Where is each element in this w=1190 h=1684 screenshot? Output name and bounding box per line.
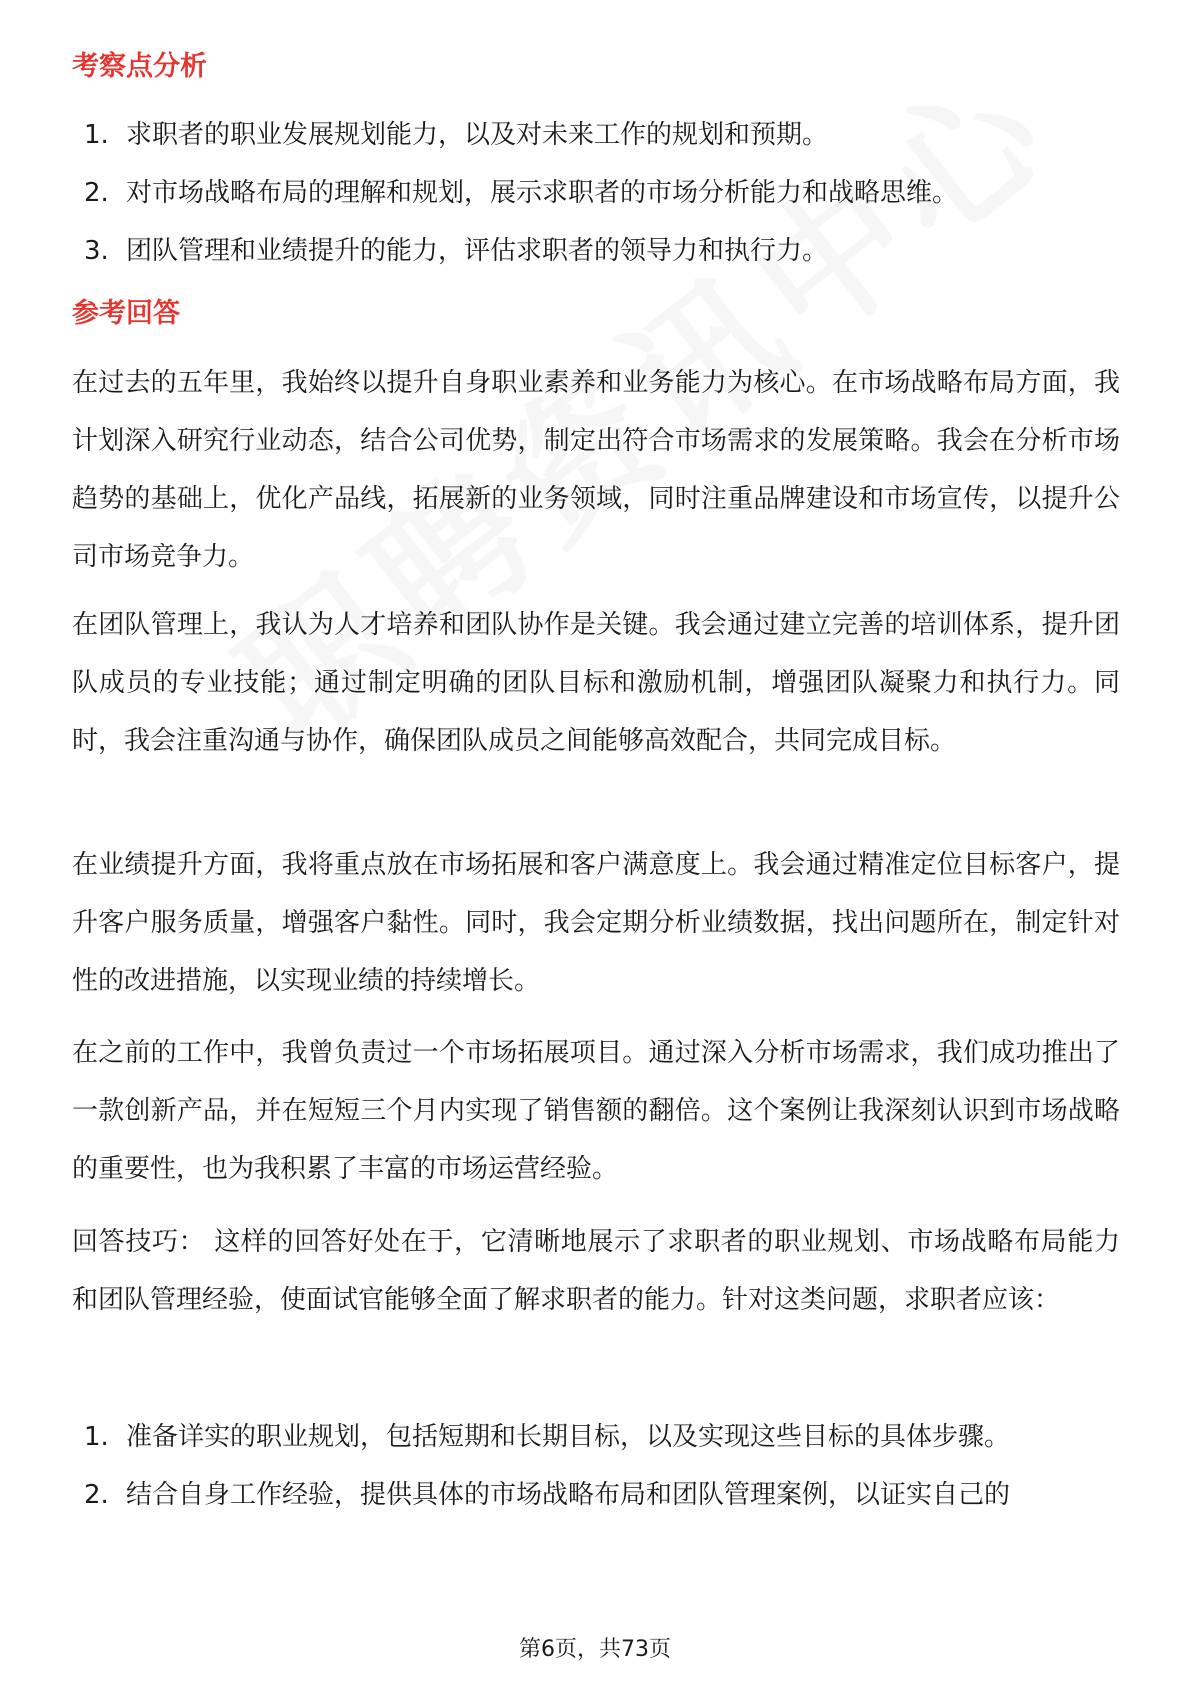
list-item: 1. 准备详实的职业规划，包括短期和长期目标，以及实现这些目标的具体步骤。 bbox=[84, 1422, 1011, 1452]
list-item: 2. 结合自身工作经验，提供具体的市场战略布局和团队管理案例，以证实自己的 bbox=[84, 1480, 1011, 1510]
paragraph: 在过去的五年里，我始终以提升自身职业素养和业务能力为核心。在市场战略布局方面，我计划深入研究行业动态，结合公司优势，制定出符合市场需求的发展策略。我会在分析市场趋势的基础上，优化产品线，拓展新的业务领域，同时注重品牌建设和市场宣传，以提升公司市场竞争力。 bbox=[72, 368, 1120, 572]
list-item: 2. 对市场战略布局的理解和规划，展示求职者的市场分析能力和战略思维。 bbox=[84, 178, 959, 208]
list-item: 3. 团队管理和业绩提升的能力，评估求职者的领导力和执行力。 bbox=[84, 236, 829, 266]
tips-list bbox=[84, 1408, 1124, 1524]
list-item: 1. 求职者的职业发展规划能力，以及对未来工作的规划和预期。 bbox=[84, 120, 829, 150]
paragraph: 在团队管理上，我认为人才培养和团队协作是关键。我会通过建立完善的培训体系，提升团队成员的专业技能；通过制定明确的团队目标和激励机制，增强团队凝聚力和执行力。同时，我会注重沟通与协作，确保团队成员之间能够高效配合，共同完成目标。 bbox=[72, 610, 1120, 756]
section-title-answer: 参考回答 bbox=[72, 298, 180, 329]
paragraph: 在之前的工作中，我曾负责过一个市场拓展项目。通过深入分析市场需求，我们成功推出了一款创新产品，并在短短三个月内实现了销售额的翻倍。这个案例让我深刻认识到市场战略的重要性，也为我积累了丰富的市场运营经验。 bbox=[72, 1038, 1120, 1184]
paragraph: 在业绩提升方面，我将重点放在市场拓展和客户满意度上。我会通过精准定位目标客户，提升客户服务质量，增强客户黏性。同时，我会定期分析业绩数据，找出问题所在，制定针对性的改进措施，以实现业绩的持续增长。 bbox=[72, 850, 1120, 996]
section-title-analysis: 考察点分析 bbox=[72, 51, 207, 82]
analysis-list bbox=[84, 106, 1124, 280]
page-number: 第6页，共73页 bbox=[519, 1637, 671, 1662]
tips-paragraph: 回答技巧： 这样的回答好处在于，它清晰地展示了求职者的职业规划、市场战略布局能力和团队管理经验，使面试官能够全面了解求职者的能力。针对这类问题，求职者应该： bbox=[72, 1227, 1120, 1315]
